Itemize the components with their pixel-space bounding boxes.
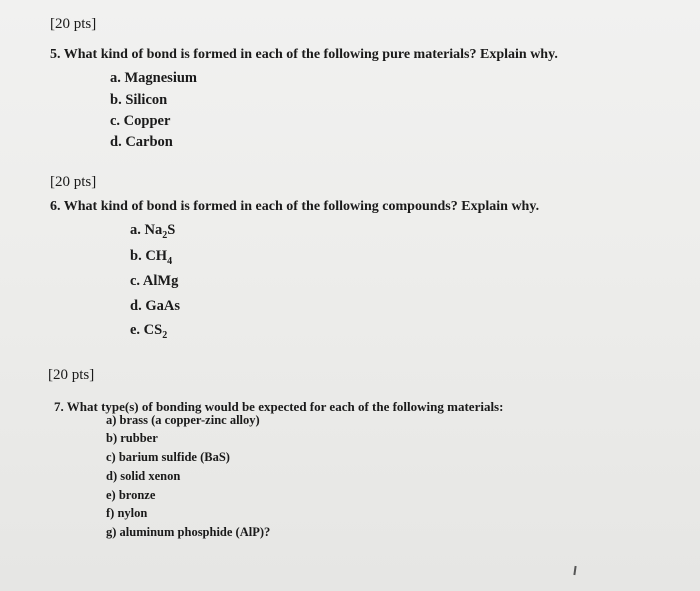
q7-item-c: c) barium sulfide (BaS) [106, 450, 230, 464]
stray-pen-mark [573, 566, 576, 575]
q7-item-b: b) rubber [106, 431, 158, 445]
q7-item-d: d) solid xenon [106, 469, 181, 483]
q7-question: 7. What type(s) of bonding would be expected for each of the following materials: [54, 399, 504, 414]
q6-item-a [130, 222, 175, 241]
q5-item-b: b. Silicon [110, 92, 168, 108]
q6-item-a-text: a. Na [130, 222, 163, 238]
q7-item-a: a) brass (a copper-zinc alloy) [106, 413, 260, 427]
q6-item-c [130, 273, 178, 290]
q6-item-b-sub: 4 [167, 255, 173, 267]
q6-item-c-text: c. AlMg [130, 273, 179, 289]
q6-item-d-text: d. GaAs [130, 298, 180, 314]
q6-item-b-text: b. CH [130, 248, 168, 264]
q6-item-e-sub: 2 [162, 329, 168, 341]
q6-item-e-text: e. CS [130, 322, 163, 338]
q7-item-e: e) bronze [106, 488, 156, 502]
q5-item-a: a. Magnesium [110, 70, 197, 86]
q5-item-c: c. Copper [110, 113, 171, 129]
q6-item-b [130, 248, 172, 267]
q6-item-a-suffix: S [167, 222, 176, 238]
q6-item-d [130, 298, 180, 315]
q6-question: 6. What kind of bond is formed in each of the following compounds? Explain why. [50, 199, 540, 214]
q5-points: [20 pts] [50, 16, 97, 32]
q6-item-a-sub: 2 [162, 229, 168, 241]
q7-item-g: g) aluminum phosphide (AlP)? [106, 525, 271, 539]
q7-points: [20 pts] [48, 367, 95, 383]
q5-question: 5. What kind of bond is formed in each of the following pure materials? Explain why. [50, 47, 558, 62]
q5-item-d: d. Carbon [110, 134, 173, 150]
q6-points: [20 pts] [50, 174, 97, 190]
q7-item-f: f) nylon [106, 506, 148, 520]
q6-item-e [130, 322, 167, 341]
